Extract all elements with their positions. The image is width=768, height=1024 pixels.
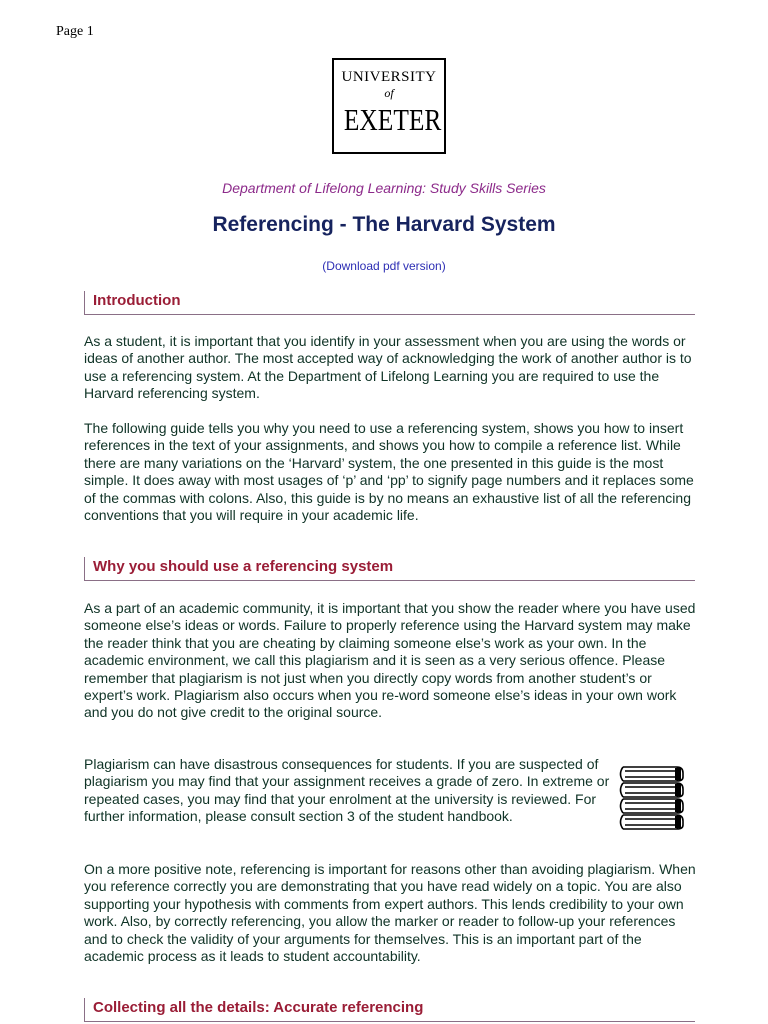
logo-university-text: UNIVERSITY bbox=[341, 69, 437, 85]
why-paragraph-1: As a part of an academic community, it is important that you show the reader where you have used someone else’s ideas or words. Failure to properly reference using the Harvard system may make the reader think that you are cheating by claiming someone else’s work as your own. In the academic environment, we call this plagiarism and it is seen as a very serious offence. Please remember that plagiarism is not just when you directly copy words from another student’s or expert’s work. Plagiarism also occurs when you re-word someone else’s ideas in your own work and you do not give credit to the original source. bbox=[84, 600, 696, 721]
document-title: Referencing - The Harvard System bbox=[212, 213, 556, 236]
why-paragraph-2: Plagiarism can have disastrous consequences for students. If you are suspected of plagiarism you may find that your assignment receives a grade of zero. In extreme or repeated cases, you may find that your enrolment at the university is reviewed. For further information, please consult section 3 of the student handbook. bbox=[84, 756, 610, 825]
department-series: Department of Lifelong Learning: Study Skills Series bbox=[222, 180, 546, 196]
download-pdf-link[interactable]: (Download pdf version) bbox=[322, 259, 446, 273]
intro-paragraph-2: The following guide tells you why you need to use a referencing system, shows you how to insert references in the text of your assignments, and shows you how to compile a reference list. While there are many variations on the ‘Harvard’ system, the one presented in this guide is the most simple. It does away with most usages of ‘p’ and ‘pp’ to signify page numbers and it replaces some of the commas with colons. Also, this guide is by no means an exhaustive list of all the referencing conventions that you will require in your academic life. bbox=[84, 420, 694, 524]
section-heading-why-reference: Why you should use a referencing system bbox=[84, 557, 695, 581]
university-logo bbox=[332, 58, 446, 154]
logo-of-text: of bbox=[384, 86, 394, 100]
section-heading-introduction: Introduction bbox=[84, 291, 695, 315]
page-number: Page 1 bbox=[56, 24, 94, 39]
stacked-books-icon bbox=[617, 764, 689, 832]
logo-exeter-text: EXETER bbox=[343, 102, 442, 137]
why-paragraph-3: On a more positive note, referencing is important for reasons other than avoiding plagiarism. When you reference correctly you are demonstrating that you have read widely on a topic. You are also supporting your hypothesis with comments from expert authors. This lends credibility to your own work. Also, by correctly referencing, you allow the marker or reader to follow-up your references and to check the validity of your arguments for themselves. This is an important part of the academic process as it leads to student accountability. bbox=[84, 861, 696, 965]
section-heading-collecting-details: Collecting all the details: Accurate referencing bbox=[84, 998, 695, 1022]
intro-paragraph-1: As a student, it is important that you identify in your assessment when you are using the words or ideas of another author. The most accepted way of acknowledging the work of another author is to use a referencing system. At the Department of Lifelong Learning you are required to use the Harvard referencing system. bbox=[84, 333, 692, 402]
